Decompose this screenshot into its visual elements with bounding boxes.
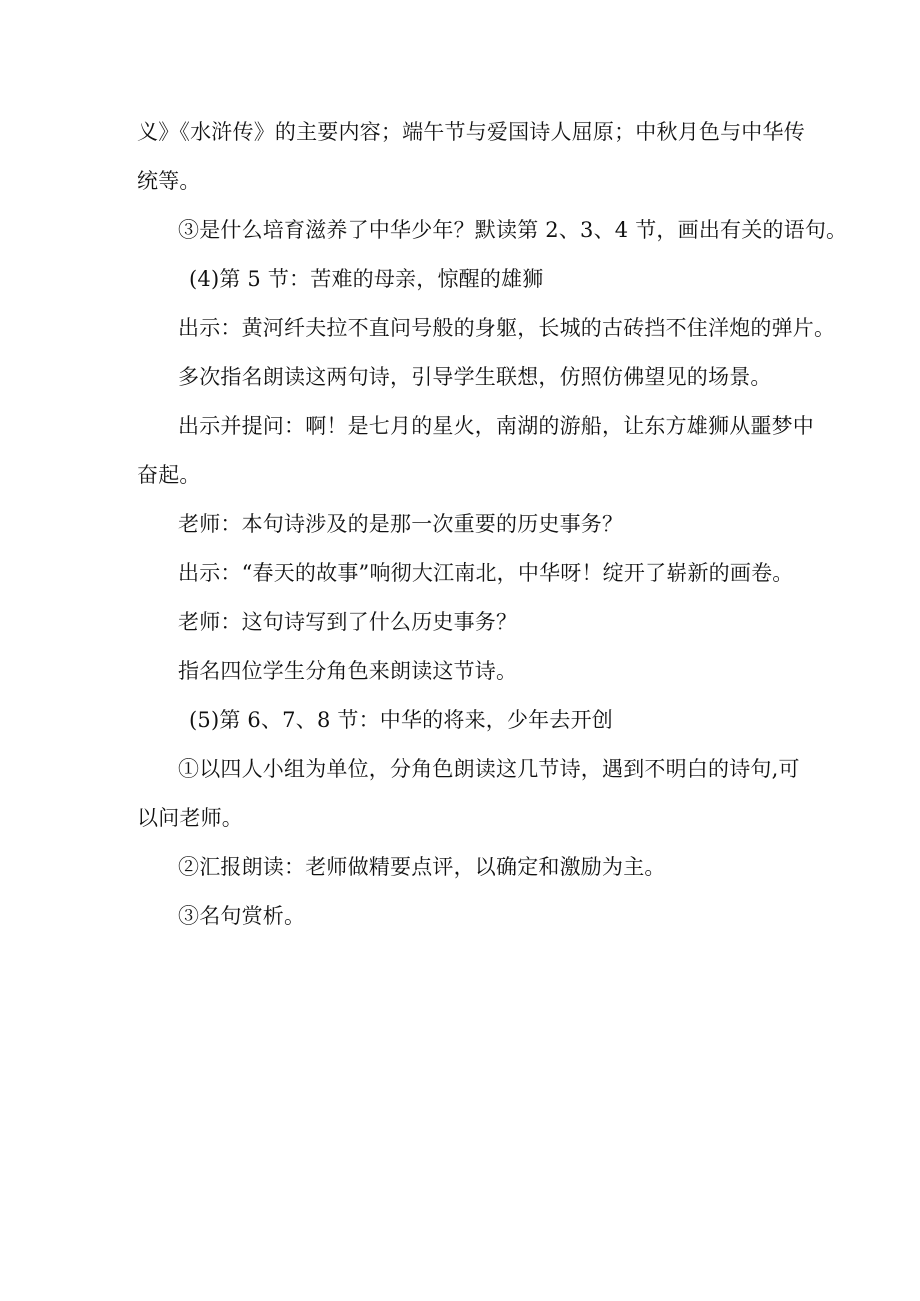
paragraph-line-5: 出示：黄河纤夫拉不直问号般的身躯，长城的古砖挡不住洋炮的弹片。 xyxy=(178,316,836,340)
paragraph-line-7: 出示并提问：啊！是七月的星火，南湖的游船，让东方雄狮从噩梦中 xyxy=(178,414,814,438)
paragraph-line-17: ③名句赏析。 xyxy=(178,904,306,928)
paragraph-line-8: 奋起。 xyxy=(137,463,201,487)
paragraph-line-1: 义》《水浒传》的主要内容；端午节与爱国诗人屈原；中秋月色与中华传 xyxy=(137,120,805,144)
paragraph-line-2: 统等。 xyxy=(137,169,201,193)
paragraph-line-6: 多次指名朗读这两句诗，引导学生联想，仿照仿佛望见的场景。 xyxy=(178,365,772,389)
section-heading-4: (4)第 5 节：苦难的母亲，惊醒的雄狮 xyxy=(189,267,544,291)
paragraph-line-14: ①以四人小组为单位，分角色朗读这几节诗，遇到不明白的诗句,可 xyxy=(178,757,800,781)
paragraph-line-9: 老师：本句诗涉及的是那一次重要的历史事务？ xyxy=(178,512,624,536)
paragraph-line-11: 老师：这句诗写到了什么历史事务？ xyxy=(178,610,518,634)
paragraph-line-3: ③是什么培育滋养了中华少年？默读第 2、3、4 节，画出有关的语句。 xyxy=(178,218,848,242)
paragraph-line-16: ②汇报朗读：老师做精要点评，以确定和激励为主。 xyxy=(178,855,666,879)
paragraph-line-15: 以问老师。 xyxy=(137,806,243,830)
paragraph-line-10: 出示：“春天的故事”响彻大江南北，中华呀！绽开了崭新的画卷。 xyxy=(178,561,794,585)
paragraph-line-12: 指名四位学生分角色来朗读这节诗。 xyxy=(178,659,518,683)
section-heading-5: (5)第 6、7、8 节：中华的将来，少年去开创 xyxy=(189,708,613,732)
